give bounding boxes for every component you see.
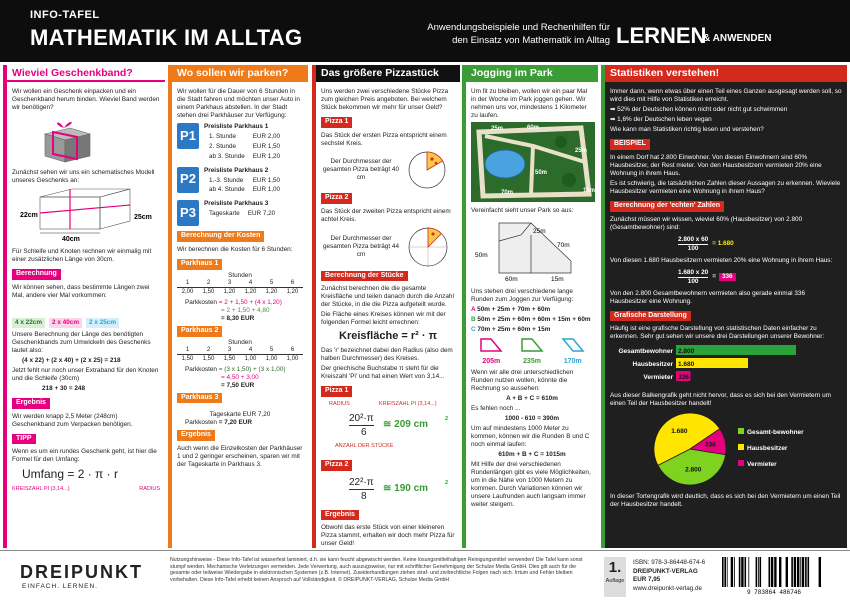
section-parkhaus-2: Parkhaus 2 <box>177 326 222 337</box>
barcode-bar <box>800 557 801 587</box>
section-calc-pizza-1: Pizza 1 <box>321 386 352 397</box>
parkkosten-label: Parkkosten <box>185 365 217 373</box>
barcode-bar <box>786 557 788 587</box>
berechnung-text: Wir können sehen, dass bestimmte Längen zwei Mal, andere vier Mal vorkommen: <box>12 283 150 299</box>
f1-square: 2 <box>445 415 449 422</box>
sum-text: Unsere Berechnung der Länge des benötigten Geschenkbands zum Umwickeln des Geschenks lautet also: <box>12 330 151 354</box>
isbn-block <box>633 559 705 593</box>
price-list-2: 1.-3. Stunde EUR 1,50 ab 4. Stunde EUR 1,00 <box>209 176 281 194</box>
barcode-bar <box>771 557 773 587</box>
barcode-bar <box>791 557 793 587</box>
calc-2-result: 336 <box>719 273 736 281</box>
bar-label: Hausbesitzer <box>632 361 673 369</box>
route-c-length: 170m <box>563 358 582 365</box>
anzahl-label: ANZAHL DER STÜCKE <box>335 442 394 449</box>
column-title: Das größere Pizzastück <box>316 65 460 82</box>
bar-value: 336 <box>678 374 689 382</box>
parking-3-icon: P3 <box>177 200 199 226</box>
pizza2-text: Das Stück der zweiten Pizza entspricht einem achtel Kreis. <box>321 207 451 223</box>
tageskarte-text: Tageskarte EUR 7,20 <box>209 411 271 419</box>
parking-1-icon: P1 <box>177 123 199 149</box>
model-text: Zunächst sehen wir uns ein schematisches Modell unseres Geschenks an: <box>12 169 155 184</box>
badge-22: 4 x 22cm <box>12 318 45 328</box>
pie-label: 336 <box>704 441 716 449</box>
barcode-bar <box>734 557 735 587</box>
calc-2-numerator: 1.680 x 20 <box>678 268 709 276</box>
map-label-25a: 25m <box>491 126 504 132</box>
dim-22: 22cm <box>20 212 38 219</box>
section-berechnung: Berechnung <box>12 269 61 280</box>
kosten-text: Wir berechnen die Kosten für 6 Stunden: <box>177 246 293 254</box>
section-beispiel: BEISPIEL <box>610 139 650 150</box>
ph2-formula: = (3 x 1,50) + (3 x 1,00) <box>218 365 286 373</box>
barcode-bar <box>802 557 804 587</box>
combo-text: Wenn wir alle drei unterschiedlichen Runden nutzen wollen, könnte die Rechnung so aussehen: <box>471 368 574 392</box>
simple-label-25: 25m <box>533 228 546 235</box>
price-list-2-title: Preisliste Parkhaus 2 <box>204 166 269 174</box>
header <box>0 0 850 62</box>
barcode-bar <box>808 557 810 587</box>
anwenden-label: & ANWENDEN <box>703 33 772 44</box>
route-a-icon <box>479 337 503 355</box>
legend-swatch <box>738 444 744 450</box>
usage-note: Nutzungshinweise - Diese Info-Tafel ist wasserfest laminiert, d.h. sie kann feucht abgewischt werden. Keine lösungsmittelhaltigen Reinigungsmittel verwenden! Die Tafel kann sonst stumpf werden. Mechanische Verletzungen vermeiden. Jede Verwertung, auch auszugsweise, nur mit schriftlicher Genehmigung der Schulze Media GmbH. Dies gilt auch für die gesamte oder teilweise Wiedergabe in elektronischen Systemen (z.B. Internet). Zuwiderhandlungen ziehen straf- und zivilrechtliche Folgen nach sich. Irrtum und Fehler bleiben vorbehalten. Diese Info-Tafel erhebt keinen Anspruch auf Vollständigkeit. © DREIPUNKT-VERLAG, Schulze Media GmbH <box>170 557 583 583</box>
column-jogging <box>462 65 598 548</box>
price-list-1: 1. Stunde EUR 2,00 2. Stunde EUR 1,50 ab 3. Stunde EUR 1,20 <box>209 133 281 160</box>
website: www.dreipunkt-verlag.de <box>633 584 702 592</box>
barcode-bar <box>819 557 821 587</box>
pizza-1-calculation <box>321 399 455 457</box>
barcode-bar <box>758 557 759 587</box>
column-title: Statistiken verstehen! <box>605 65 847 82</box>
f2-result: ≅ 190 cm <box>383 482 429 494</box>
intro-text: Wir wollen ein Geschenk einpacken und ein Geschenkband herum binden. Wieviel Band werden wir benötigen? <box>12 88 160 111</box>
page-title: MATHEMATIK IM ALLTAG <box>30 25 303 50</box>
intro-text: Immer dann, wenn etwas über einen Teil eines Ganzen ausgesagt werden soll, so wird dies mit Hilfe von Statistiken erreicht. <box>610 88 842 103</box>
plus-formula: 218 + 30 = 248 <box>42 384 85 392</box>
section-zahlen: Berechnung der 'echten' Zahlen <box>610 201 724 212</box>
legend-label: Gesamt-bewohner <box>747 429 804 437</box>
column-pizza <box>312 65 460 548</box>
ergebnis-text: Auch wenn die Einzelkosten der Parkhäuser 1 und 2 geringer erscheinen, sparen wir mit der Tageskarte in Parkhaus 3. <box>177 445 303 469</box>
result-text: Von den 2.800 Gesamtbewohnern vermieten also gerade einmal 336 Hausbesitzer eine Wohnung. <box>610 289 806 305</box>
bar-chart <box>610 343 846 387</box>
header-subtitle: Anwendungsbeispiele und Rechenhilfen für den Einsatz von Mathematik im Alltag <box>427 22 610 46</box>
parkkosten-label: Parkkosten <box>185 419 217 427</box>
ergebnis-text: Obwohl das erste Stück von einer kleineren Pizza stammt, erhalten wir doch mehr Pizza für unser Geld! <box>321 524 455 548</box>
bar-label: Gesamtbewohner <box>618 348 673 356</box>
hours-row-1: 1 2 3 4 5 6 <box>185 279 295 286</box>
column-parken <box>168 65 308 548</box>
f2-numerator: 22²·π <box>349 477 374 491</box>
example-2: ➡ 1,6% der Deutschen leben vegan <box>610 116 712 123</box>
fehlen-text: Es fehlen noch ... <box>471 404 521 412</box>
barcode-bar <box>731 557 733 587</box>
pizza-1-icon <box>407 150 447 190</box>
bar-value: 1.680 <box>678 361 695 369</box>
barcode <box>718 557 830 595</box>
section-calc-pizza-2: Pizza 2 <box>321 460 352 471</box>
route-b-letter: B <box>471 316 476 323</box>
f2-square: 2 <box>445 479 449 486</box>
barcode-bar <box>756 557 758 587</box>
pi-text: Der griechische Buchstabe π steht für die Kreiszahl 'Pi' und hat einen Wert von 3,14... <box>321 365 445 380</box>
simple-label-15: 15m <box>551 276 564 283</box>
section-tipp: TIPP <box>12 434 36 445</box>
balken-text: Aus dieser Balkengrafik geht nicht hervor, dass es sich bei den Vermietern um einen Teil der Hausbesitzer handelt! <box>610 392 831 408</box>
beispiel-text: In einem Dorf hat 2.800 Einwohner. Von diesen Einwohnern sind 60% Hausbesitzer, der Rest mieter. Von den Hausbesitzern vermieten 20% eine Wohnung in ihrem Haus. <box>610 153 822 177</box>
map-label-70a: 70m <box>501 190 514 196</box>
section-parkhaus-3: Parkhaus 3 <box>177 393 222 404</box>
equation-1: A + B + C = 610m <box>506 394 558 402</box>
kreiszahl-label: KREISZAHL PI (3,14...) <box>12 486 70 493</box>
publisher-tagline: EINFACH. LERNEN. <box>22 583 98 590</box>
route-b-text: 50m + 25m + 60m + 60m + 15m + 60m <box>477 316 591 323</box>
tipp-text: Wenn es um ein rundes Geschenk geht, ist hier die Formel für den Umfang: <box>12 448 157 464</box>
barcode-digits: 9 783864 486746 <box>746 589 802 595</box>
park-simplified-diagram <box>471 217 595 283</box>
map-label-15a: 15m <box>583 188 595 194</box>
calc-2-denominator: 100 <box>687 277 699 285</box>
route-b-icon <box>520 337 544 355</box>
dim-25: 25cm <box>134 214 152 221</box>
legend-swatch <box>738 460 744 466</box>
bar-label: Vermieter <box>643 374 673 382</box>
hours-label: Stunden <box>228 338 252 346</box>
parkkosten-label: Parkkosten <box>185 298 217 306</box>
ph3-result: = 7,20 EUR <box>218 419 252 427</box>
column-geschenkband <box>3 65 165 548</box>
route-c-text: 70m + 25m + 60m + 15m <box>477 326 551 333</box>
column-title: Wo sollen wir parken? <box>172 65 308 82</box>
hours-label: Stunden <box>228 271 252 279</box>
ph1-formula: = 2 + 1,50 + (4 x 1,20) <box>218 298 282 306</box>
isbn: ISBN: 978-3-86448-674-6 <box>633 559 706 566</box>
barcode-bar <box>797 557 799 587</box>
route-a-length: 205m <box>482 358 501 365</box>
barcode-bar <box>769 557 771 587</box>
publisher-logo: DREIPUNKT <box>20 562 144 582</box>
price-list-3: Tageskarte EUR 7,20 <box>209 210 276 218</box>
simple-label-60: 60m <box>505 276 518 283</box>
verlag: DREIPUNKT-VERLAG <box>633 567 698 575</box>
column-statistik: Statistiken verstehen! Immer dann, wenn etwas über einen Teil eines Ganzen ausgesagt werden soll, so wird dies mit Hilfe von Statistiken erreicht. ➡ 52% der Deutschen können nicht oder nicht gut schwimmen ➡ 1,6% der Deutschen leben vegan Wie kann man Statistiken richtig lesen und verstehen? BEISPIEL In einem Dorf hat 2.800 Einwohner. Von diesen Einwohnern sind 60% Hausbesitzer, der Rest mieter. Von den Hausbesitzern vermieten 20% eine Wohnung in ihrem Haus. Es ist schwierig, die tatsächlichen Zahlen dieser Aussagen zu erkennen. Wieviele Hausbesitzer vermieten eine Wohnung in ihrem Haus? Berechnung der 'echten' Zahlen Zunächst müssen wir wissen, wieviel 60% (Hausbesitzer) von 2.800 (Gesamtbewohner) sind: $\frac{2.800 x 60}{100}$ = 1.680 Von diesen 1.680 Hausbesitzern vermieten 20% eine Wohnung in ihrem Haus: $\frac{1.680 x 20}{100}$ = 336 Von den 2.800 Gesamtbewohnern vermieten also gerade einmal 336 Hausbesitzer eine Wohnung. Grafische Darstellung Häufig ist eine grafische Darstellung von statistischen Daten einfacher zu erkennen. Sehr gut sehen wir unsere drei Darstellungen unserer Bewohner: Gesamtbewohner 2.800 Hausbesitzer 1.680 Vermieter 336 Aus dieser Balkengrafik geht nicht hervor, dass es sich bei den Vermietern um einen Teil der Hausbesitzer handelt! 2.800 1.680 336 Gesamt-bewohner Hausbesitzer Vermieter In dieser Tortengrafik wird deutlich, dass es sich bei den Vermietern um einen Teil der Hausbesitzer handelt. <box>601 65 847 548</box>
park-map <box>471 122 595 202</box>
pizza-2-icon <box>407 226 449 268</box>
edition-badge: 1. Auflage <box>604 557 626 597</box>
ph2-result: = 7,50 EUR <box>221 381 255 389</box>
section-berechnung: Berechnung der Stücke <box>321 271 408 282</box>
f2-denominator: 8 <box>361 490 367 502</box>
pizza1-text: Das Stück der ersten Pizza entspricht einem sechstel Kreis. <box>321 131 447 147</box>
parking-2-icon: P2 <box>177 167 199 193</box>
barcode-bar <box>774 557 776 587</box>
section-ergebnis: Ergebnis <box>177 430 215 441</box>
sum-formula: (4 x 22) + (2 x 40) + (2 x 25) = 218 <box>22 356 121 364</box>
legend-label: Hausbesitzer <box>747 445 788 453</box>
flaeche-text: Die Fläche eines Kreises können wir mit der folgenden Formel leicht errechnen: <box>321 311 446 327</box>
intro-text: Uns werden zwei verschiedene Stücke Pizza zum gleichen Preis angeboten. Bei welchem Stück bekommen wir mehr für unser Geld? <box>321 88 449 111</box>
section-grafik: Grafische Darstellung <box>610 311 691 322</box>
badge-40: 2 x 40cm <box>49 318 82 328</box>
barcode-bar <box>741 557 743 587</box>
legend-label: Vermieter <box>747 461 777 469</box>
barcode-bar <box>760 557 762 587</box>
ergebnis-text: Wir werden knapp 2,5 Meter (248cm) Geschenkband zum Verpacken benötigen. <box>12 412 133 428</box>
section-parkhaus-1: Parkhaus 1 <box>177 259 222 270</box>
route-c-letter: C <box>471 326 476 333</box>
column-title: Jogging im Park <box>466 65 598 82</box>
pie-label: 1.680 <box>671 428 688 436</box>
section-pizza-2: Pizza 2 <box>321 193 352 204</box>
calc-text: Zunächst berechnen die die gesamte Kreisfläche und teilen danach durch die Anzahl der Stücke, in die die Pizza aufgeteilt wurde. <box>321 285 454 309</box>
gift-icon <box>40 116 95 164</box>
barcode-bar <box>739 557 741 587</box>
f1-result: ≅ 209 cm <box>383 418 429 430</box>
barcode-bar <box>727 557 728 587</box>
badge-25: 2 x 25cm <box>86 318 119 328</box>
pie-chart <box>610 410 846 488</box>
simple-text: Vereinfacht sieht unser Park so aus: <box>471 207 574 214</box>
vermiet-text: Von diesen 1.680 Hausbesitzern vermieten 20% eine Wohnung in ihrem Haus: <box>610 256 833 264</box>
barcode-bar <box>724 557 726 587</box>
calc-1-result: = 1.680 <box>712 240 734 247</box>
values-row-1: 2,00 1,50 1,20 1,20 1,20 1,20 <box>177 287 303 297</box>
end-text: Mit Hilfe der drei verschiedenen Rundenlängen gibt es viele Möglichkeiten, um in die Nähe von 1000 Metern zu kommen. Durch Variationen können wir unsere Laufrunden auch langsam immer weiter steigern. <box>471 460 591 508</box>
gift-model-diagram <box>12 187 162 243</box>
equation-2: 1000 - 610 = 390m <box>504 414 560 422</box>
simple-label-50: 50m <box>475 252 488 259</box>
bar-value: 2.800 <box>678 348 695 356</box>
radius-label: RADIUS <box>329 400 350 407</box>
header-kicker: INFO-TAFEL <box>30 9 100 21</box>
torte-text: In dieser Tortengrafik wird deutlich, dass es sich bei den Vermietern um einen Teil der Hausbesitzer handelt. <box>610 493 841 509</box>
simple-label-70: 70m <box>557 242 570 249</box>
dim-40: 40cm <box>62 236 80 243</box>
radius-label: RADIUS <box>139 486 160 493</box>
calc-1-denominator: 100 <box>687 244 699 252</box>
zahlen-text: Zunächst müssen wir wissen, wieviel 60% (Hausbesitzer) von 2.800 (Gesamtbewohner) sind: <box>610 215 803 231</box>
equation-3: 610m + B + C = 1015m <box>498 450 566 458</box>
lernen-label: LERNEN <box>616 23 707 48</box>
diameter-1-text: Der Durchmesser der gesamten Pizza beträgt 40 cm <box>322 157 400 181</box>
pie-label: 2.800 <box>685 466 702 474</box>
section-ergebnis: Ergebnis <box>12 398 50 409</box>
values-row-2: 1,50 1,50 1,50 1,00 1,00 1,00 <box>177 354 303 364</box>
plus-text: Jetzt fehlt nur noch unser Extraband für den Knoten und die Schleife (30cm) <box>12 366 159 382</box>
map-label-60a: 60m <box>527 125 540 131</box>
area-formula: Kreisfläche = r² · π <box>339 330 437 343</box>
frage-text: Es ist schwierig, die tatsächlichen Zahlen dieser Aussagen zu erkennen. Wieviele Hausbesitzer vermieten eine Wohnung in ihrem Haus? <box>610 179 841 195</box>
example-3: Wie kann man Statistiken richtig lesen und verstehen? <box>610 126 764 133</box>
route-b-length: 235m <box>523 358 541 365</box>
section-kosten: Berechnung der Kosten <box>177 231 264 242</box>
min-text: Um auf mindestens 1000 Meter zu kommen, können wir die Runden B und C noch einmal laufen: <box>471 424 590 448</box>
map-label-25b: 25m <box>575 148 588 154</box>
barcode-bar <box>722 557 724 587</box>
barcode-bar <box>794 557 796 587</box>
route-text: Uns stehen drei verschiedene lange Runden zum Joggen zur Verfügung: <box>471 288 574 303</box>
barcode-bar <box>745 557 747 587</box>
price-list-1-title: Preisliste Parkhaus 1 <box>204 123 269 130</box>
price: EUR 7,95 <box>633 576 661 583</box>
intro-text: Um fit zu bleiben, wollen wir ein paar Mal in der Woche im Park joggen gehen. Wir nehmen uns vor, mindestens 1 Kilometer zu laufen. <box>471 88 588 119</box>
ph1-formula-2: = 2 + 1,50 + 4,80 <box>221 306 270 314</box>
map-label-50a: 50m <box>535 170 548 176</box>
extra-text: Für Schleife und Knoten rechnen wir einmalig mit einer zusätzlichen Länge von 30cm. <box>12 248 152 263</box>
barcode-bar <box>805 557 807 587</box>
section-pizza-1: Pizza 1 <box>321 117 352 128</box>
r-text: Das 'r' bezeichnet dabei den Radius (also dem halben Durchmesser) des Kreises. <box>321 347 453 362</box>
diameter-2-text: Der Durchmesser der gesamten Pizza beträgt 44 cm <box>322 234 400 258</box>
intro-text: Wir wollen für die Dauer von 6 Stunden in die Stadt fahren und möchten unser Auto in einem Parkhaus abstellen. In der Stadt stehen drei Parkhäuser zur Verfügung: <box>177 88 300 119</box>
route-c-icon <box>561 337 585 355</box>
legend-swatch <box>738 428 744 434</box>
price-list-3-title: Preisliste Parkhaus 3 <box>204 200 269 208</box>
ph2-formula-2: = 4,50 + 3,00 <box>221 373 259 381</box>
umfang-formula: Umfang = 2 · π · r <box>22 467 118 482</box>
kreiszahl-label: KREISZAHL PI (3,14...) <box>379 400 437 407</box>
f1-denominator: 6 <box>361 426 367 438</box>
ph1-result: = 8,30 EUR <box>221 314 255 322</box>
f1-numerator: 20²·π <box>349 413 374 427</box>
barcode-bar <box>779 557 781 587</box>
hours-row-2: 1 2 3 4 5 6 <box>185 346 295 353</box>
barcode-bar <box>748 557 749 587</box>
route-a-letter: A <box>471 306 476 313</box>
route-a-text: 50m + 25m + 70m + 60m <box>477 306 551 313</box>
column-title: Wieviel Geschenkband? <box>7 65 165 82</box>
pizza-2-calculation <box>321 473 455 507</box>
section-ergebnis: Ergebnis <box>321 510 359 521</box>
footer <box>0 550 850 601</box>
calc-1-numerator: 2.800 x 60 <box>678 235 709 243</box>
grafik-text: Häufig ist eine grafische Darstellung von statistischen Daten einfacher zu erkennen. Sehr gut sehen wir unsere drei Darstellungen unserer Bewohner: <box>610 325 825 341</box>
example-1: ➡ 52% der Deutschen können nicht oder nicht gut schwimmen <box>610 106 788 113</box>
